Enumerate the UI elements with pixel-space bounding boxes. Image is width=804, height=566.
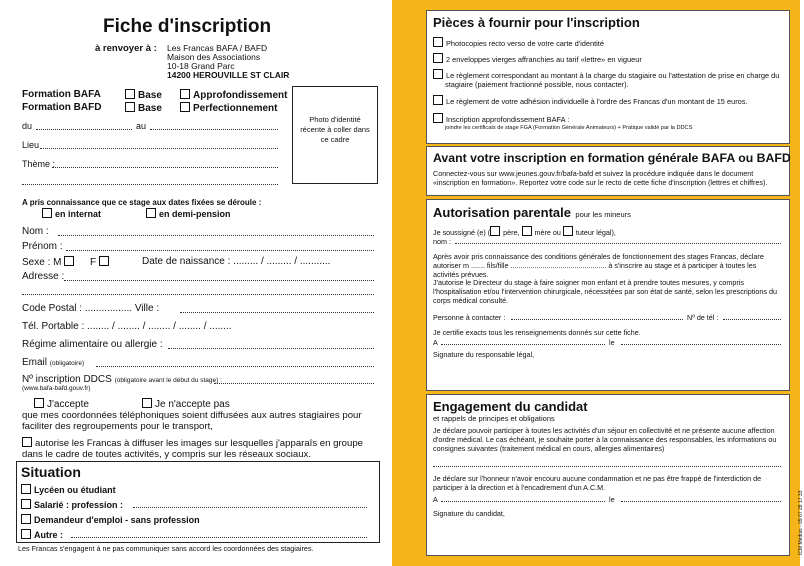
address-line: 14200 HEROUVILLE ST CLAIR: [167, 70, 290, 80]
a-field[interactable]: [441, 344, 605, 345]
piece-item: Le règlement correspondant au montant à la charge du stagiaire ou l'attestation de prise en charge du stagiaire (paiement fractionné possible, nous contacter).: [445, 71, 780, 89]
sexe-m-label: Sexe : M: [22, 257, 62, 268]
ddcs-label: Nº inscription DDCS: [22, 374, 112, 385]
piece-item: Inscription approfondissement BAFA :: [446, 115, 570, 124]
pieces-note: joindre les certificats de stage FGA (Formation Générale Animateurs) + Pratique validé par la DDCS: [445, 125, 693, 131]
soussigne-label: Je soussigné (e) (: [433, 228, 491, 237]
engagement-sub: et rappels de principes et obligations: [433, 414, 555, 423]
lieu-label: Lieu: [22, 140, 40, 150]
left-page: [0, 0, 392, 566]
coords-text: que mes coordonnées téléphoniques soient diffusées aux autres stagiaires pour faciliter des regroupements pour le transport,: [22, 410, 362, 432]
perfectionnement-checkbox[interactable]: [180, 102, 190, 112]
sexe-m-checkbox[interactable]: [64, 256, 74, 266]
sexe-f-checkbox[interactable]: [99, 256, 109, 266]
certifie-text: Je certifie exacts tous les renseignements donnés sur cette fiche.: [433, 328, 641, 337]
engagement-box: [426, 394, 790, 556]
regime-field[interactable]: [168, 348, 374, 349]
accepte-checkbox[interactable]: [34, 398, 44, 408]
salarie-checkbox[interactable]: [21, 499, 31, 509]
naccepte-label: Je n'accepte pas: [155, 399, 230, 410]
right-page: [410, 0, 804, 566]
a-label: A: [433, 495, 438, 504]
address-block: [167, 44, 289, 80]
autorisation-title: Autorisation parentale: [433, 205, 571, 220]
signature-resp-label: Signature du responsable légal,: [433, 350, 535, 359]
tel-label: Nº de tél :: [687, 313, 719, 322]
address-line: 10-18 Grand Parc: [167, 61, 235, 71]
pere-checkbox[interactable]: [490, 226, 500, 236]
engagement-text: Je déclare pouvoir participer à toutes les activités d'un séjour en collectivité et ne présente aucune affection d'ordre médical. Le cas échéant, je souhaite porter à la connaissance des responsables, les informations ou consignes suivantes (traitement médical en cours, allergies alimentaires): [433, 426, 777, 453]
photo-frame: [292, 86, 378, 184]
approfondissement-label: Approfondissement: [193, 90, 288, 101]
photo-label: Photo d'identité récente à coller dans ce cadre: [300, 115, 370, 144]
ddcs-note: (obligatoire avant le début du stage) :: [114, 377, 222, 384]
demi-pension-label: en demi-pension: [159, 209, 231, 219]
sexe-f-label: F: [90, 257, 97, 268]
pere-label: père,: [503, 228, 520, 237]
tel-field[interactable]: [723, 319, 781, 320]
engagement-title: Engagement du candidat: [433, 399, 588, 414]
internat-checkbox[interactable]: [42, 208, 52, 218]
autre-label: Autre :: [34, 530, 63, 540]
tuteur-checkbox[interactable]: [563, 226, 573, 236]
piece-item: Le règlement de votre adhésion individuelle à l'ordre des Francas d'un montant de 15 euros.: [446, 97, 748, 106]
le-field[interactable]: [621, 344, 781, 345]
honneur-text: Je déclare sur l'honneur n'avoir encouru aucune condamnation et ne pas être frappé de l'interdiction de participer à la direction et à l'encadrement d'un A.C.M.: [433, 474, 762, 492]
a-label: A: [433, 338, 438, 347]
ddcs-site: (www.bafa-bafd.gouv.fr): [22, 385, 91, 392]
le-label: le: [609, 338, 615, 347]
piece-checkbox[interactable]: [433, 53, 443, 63]
parent-nom-field[interactable]: [455, 243, 781, 244]
nom-label: Nom :: [22, 226, 49, 237]
consignes-field[interactable]: [433, 466, 781, 467]
address-line: Maison des Associations: [167, 52, 261, 62]
prenom-label: Prénom :: [22, 241, 63, 252]
bafd-base-checkbox[interactable]: [125, 102, 135, 112]
accepte-label: J'accepte: [47, 399, 89, 410]
adresse-field-2[interactable]: [22, 294, 374, 295]
adresse-field[interactable]: [64, 280, 374, 281]
pieces-title: Pièces à fournir pour l'inscription: [433, 15, 640, 30]
printer-credit: ICM Médias - 09 67 28 17 33: [798, 490, 804, 555]
naissance-field[interactable]: Date de naissance : ......... / ......... / ...........: [142, 256, 331, 267]
tuteur-label: tuteur légal),: [575, 228, 616, 237]
profession-field[interactable]: [133, 507, 367, 508]
formation-bafd-label: Formation BAFD: [22, 102, 102, 113]
adresse-label: Adresse :: [22, 271, 65, 282]
address-line: Les Francas BAFA / BAFD: [167, 43, 268, 53]
base-label: Base: [138, 90, 162, 101]
bafa-base-checkbox[interactable]: [125, 89, 135, 99]
situation-box: [16, 461, 380, 543]
internat-label: en internat: [55, 209, 102, 219]
mere-checkbox[interactable]: [522, 226, 532, 236]
cand-a-field[interactable]: [441, 501, 605, 502]
demi-pension-checkbox[interactable]: [146, 208, 156, 218]
nom-label: nom :: [433, 237, 451, 246]
theme-field[interactable]: [52, 167, 278, 168]
avant-text: Connectez-vous sur www.jeunes.gouv.fr/bafa-bafd et suivez la procédure indiquée dans le document «inscription en formation». Reportez votre code sur le recto de cette fiche d'inscription (lettres et chiffres).: [433, 169, 768, 187]
naccepte-checkbox[interactable]: [142, 398, 152, 408]
salarie-label: Salarié : profession :: [34, 500, 124, 510]
demandeur-label: Demandeur d'emploi - sans profession: [34, 515, 200, 525]
mere-label: mère ou: [534, 228, 561, 237]
images-checkbox[interactable]: [22, 437, 32, 447]
personne-label: Personne à contacter :: [433, 313, 506, 322]
form-title: Fiche d'inscription: [103, 16, 272, 37]
accept-dates-text: A pris connaissance que ce stage aux dates fixées se déroule :: [22, 198, 262, 207]
lycee-label: Lycéen ou étudiant: [34, 485, 116, 495]
piece-checkbox[interactable]: [433, 37, 443, 47]
signature-cand-label: Signature du candidat,: [433, 509, 505, 518]
autorise-text: J'autorise le Directeur du stage à faire soigner mon enfant et à prendre toutes mesures, y compris l'hospitalisation et/ou l'intervention chirurgicale, nécessitées par son état de santé, selon les prescriptions du corps médical consulté.: [433, 278, 777, 305]
autre-checkbox[interactable]: [21, 529, 31, 539]
prenom-field[interactable]: [66, 250, 374, 251]
avant-title: Avant votre inscription en formation générale BAFA ou BAFD: [433, 151, 791, 165]
cand-le-field[interactable]: [621, 501, 781, 502]
piece-checkbox[interactable]: [433, 69, 443, 79]
piece-item: 2 enveloppes vierges affranchies au tarif «lettre» en vigueur: [446, 55, 642, 64]
piece-item: Photocopies recto verso de votre carte d'identité: [446, 39, 604, 48]
images-text: autorise les Francas à diffuser les images sur lesquelles j'apparaîs en groupe dans le cadre de toutes activités, y compris sur les réseaux sociaux.: [22, 438, 364, 460]
formation-bafa-label: Formation BAFA: [22, 89, 101, 100]
theme-label: Thème :: [22, 159, 56, 169]
piece-checkbox[interactable]: [433, 95, 443, 105]
ddcs-field[interactable]: [214, 383, 374, 384]
du-label: du: [22, 121, 33, 131]
ville-field[interactable]: [180, 312, 374, 313]
base-label: Base: [138, 103, 162, 114]
situation-title: Situation: [21, 464, 81, 480]
regime-label: Régime alimentaire ou allergie :: [22, 339, 163, 350]
pieces-box: [426, 10, 790, 144]
lycee-checkbox[interactable]: [21, 484, 31, 494]
avant-box: [426, 146, 790, 196]
email-note: (obligatoire): [49, 360, 85, 367]
theme-field-2[interactable]: [22, 184, 278, 185]
code-postal-label: Code Postal : ................. Ville :: [22, 303, 160, 314]
autorisation-sub: pour les mineurs: [575, 210, 631, 219]
privacy-footer: Les Francas s'engagent à ne pas communiquer sans accord les coordonnées des stagiaires.: [18, 544, 314, 553]
email-field[interactable]: [96, 366, 374, 367]
lieu-field[interactable]: [40, 148, 278, 149]
au-field[interactable]: [150, 129, 278, 130]
le-label: le: [609, 495, 615, 504]
personne-field[interactable]: [511, 319, 683, 320]
du-field[interactable]: [36, 129, 132, 130]
perfectionnement-label: Perfectionnement: [193, 103, 278, 114]
autorisation-box: [426, 199, 790, 391]
send-to-label: à renvoyer à :: [95, 43, 157, 54]
autre-field[interactable]: [71, 537, 367, 538]
apres-text: Après avoir pris connaissance des conditions générales de fonctionnement des stages Francas, déclare autoriser m ....... fils/fille ................................................ à s'inscrire au stage et à participer à toutes les activités prévues.: [433, 252, 764, 279]
page-spine: [392, 0, 410, 566]
approfondissement-checkbox[interactable]: [180, 89, 190, 99]
demandeur-checkbox[interactable]: [21, 514, 31, 524]
email-label: Email: [22, 357, 48, 368]
printer-credit-wrap: [790, 455, 804, 555]
au-label: au: [136, 121, 147, 131]
tel-field[interactable]: Tél. Portable : ........ / ........ / ........ / ........ / ........: [22, 321, 232, 332]
nom-field[interactable]: [58, 235, 374, 236]
piece-checkbox[interactable]: [433, 113, 443, 123]
